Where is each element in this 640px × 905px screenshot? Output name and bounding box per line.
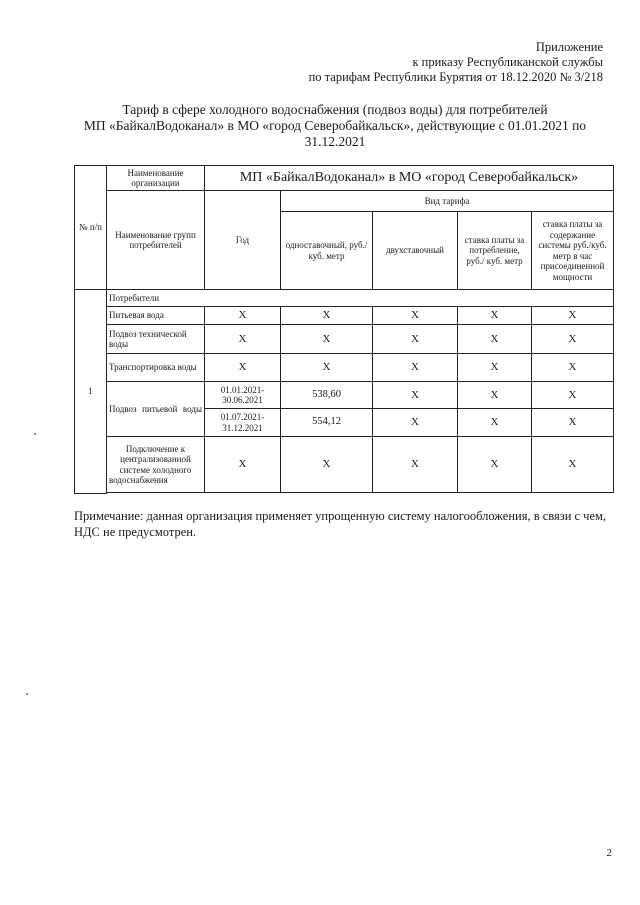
cell-single: 554,12	[281, 409, 373, 437]
group-name: Транспортировка воды	[107, 354, 205, 382]
table-row	[75, 382, 614, 409]
cell-double: Х	[373, 437, 458, 493]
title-line-2: МП «БайкалВодоканал» в МО «город Северобайкальск», действующие с 01.01.2021 по	[83, 118, 587, 133]
header-double-rate: двухставочный	[373, 212, 458, 290]
cell-year: Х	[205, 437, 281, 493]
document-title	[60, 102, 610, 150]
cell-capacity: Х	[532, 325, 614, 354]
group-name: Подвоз питьевой воды	[107, 382, 205, 437]
cell-year: Х	[205, 307, 281, 325]
cell-period: 01.01.2021-30.06.2021	[205, 382, 281, 409]
annex-line-3: по тарифам Республики Бурятия от 18.12.2020 № 3/218	[308, 70, 603, 84]
cell-single: Х	[281, 307, 373, 325]
cell-consumption: Х	[458, 307, 532, 325]
cell-double: Х	[373, 325, 458, 354]
cell-consumption: Х	[458, 354, 532, 382]
table-row	[75, 354, 614, 382]
header-tariff-kind: Вид тарифа	[281, 191, 614, 212]
consumers-label: Потребители	[107, 290, 614, 307]
cell-double: Х	[373, 354, 458, 382]
header-consumer-groups: Наименование групп потребителей	[107, 191, 205, 290]
annex-header	[183, 40, 603, 85]
header-capacity-rate: ставка платы за содержание системы руб./куб. метр в час присоединенной мощности	[532, 212, 614, 290]
cell-period: 01.07.2021-31.12.2021	[205, 409, 281, 437]
cell-capacity: Х	[532, 382, 614, 409]
table-row	[75, 437, 614, 493]
cell-double: Х	[373, 409, 458, 437]
cell-consumption: Х	[458, 382, 532, 409]
header-single-rate: одноставочный, руб./ куб. метр	[281, 212, 373, 290]
page-number: 2	[606, 847, 612, 859]
header-year: Год	[205, 191, 281, 290]
cell-single: Х	[281, 325, 373, 354]
cell-single: Х	[281, 354, 373, 382]
cell-capacity: Х	[532, 307, 614, 325]
cell-consumption: Х	[458, 409, 532, 437]
note: Примечание: данная организация применяет упрощенную систему налогообложения, в связи с чем, НДС не предусмотрен.	[74, 509, 607, 539]
row-number: 1	[75, 290, 107, 494]
cell-double: Х	[373, 307, 458, 325]
group-name: Подвоз технической воды	[107, 325, 205, 354]
organization-name: МП «БайкалВодоканал» в МО «город Северобайкальск»	[205, 166, 614, 191]
cell-consumption: Х	[458, 437, 532, 493]
scan-speck	[26, 693, 28, 695]
cell-single: Х	[281, 437, 373, 493]
table-row	[75, 307, 614, 325]
annex-line-1: Приложение	[535, 40, 603, 54]
cell-single: 538,60	[281, 382, 373, 409]
cell-double: Х	[373, 382, 458, 409]
table-row	[75, 325, 614, 354]
cell-year: Х	[205, 354, 281, 382]
group-name: Питьевая вода	[107, 307, 205, 325]
header-number: № п/п	[75, 166, 107, 290]
title-line-1: Тариф в сфере холодного водоснабжения (подвоз воды) для потребителей	[122, 102, 548, 117]
cell-year: Х	[205, 325, 281, 354]
cell-capacity: Х	[532, 409, 614, 437]
header-organization: Наименование организации	[107, 166, 205, 191]
cell-capacity: Х	[532, 354, 614, 382]
title-line-3: 31.12.2021	[304, 134, 366, 149]
annex-line-2: к приказу Республиканской службы	[412, 55, 603, 69]
cell-capacity: Х	[532, 437, 614, 493]
header-consumption-rate: ставка платы за потребление, руб./ куб. метр	[458, 212, 532, 290]
tariff-table	[74, 165, 614, 494]
scan-speck	[34, 433, 36, 435]
group-name: Подключение к централизованной системе холодного водоснабжения	[107, 437, 205, 493]
cell-consumption: Х	[458, 325, 532, 354]
